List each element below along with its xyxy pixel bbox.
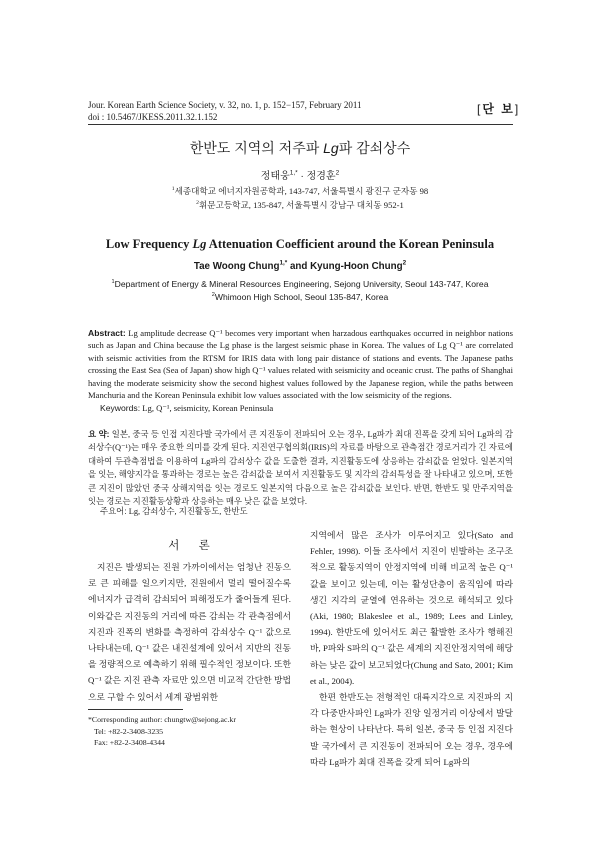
korean-keywords bbox=[100, 505, 248, 517]
korean-authors: 정태웅$^{1,*}$ · 정경훈$^2$ bbox=[260, 169, 340, 182]
journal-doi: doi : 10.5467/JKESS.2011.32.1.152 bbox=[88, 112, 218, 122]
journal-header bbox=[88, 99, 362, 123]
footnote-tel: Tel: +82-2-3408-3235 bbox=[94, 726, 164, 736]
english-affiliation-1: $^1$Department of Energy & Mineral Resources Engineering, Sejong University, Seoul 143-747, Korea bbox=[111, 279, 489, 289]
body-left-paragraph: 지진은 발생되는 진원 가까이에서는 엄청난 진동으로 큰 피해를 일으키지만, 진원에서 멀리 떨어질수록 에너지가 급격히 감쇠되어 피해정도가 줄어들게 된다. 이와같은 지진동의 거리에 따른 감쇠는 각 관측점에서 지진과 진폭의 변화를 측정하여 감쇠상수 Q⁻¹ 값으로 나타내는데, Q⁻¹ 값은 내진설계에 있어서 지반의 진동을 정량적으로 예측하기 위해 필수적인 정보이다. 또한 Q⁻¹ 값은 지진 관측 자료만 있으면 비교적 간단한 방법으로 구할 수 있어서 세계 광범위한 bbox=[88, 562, 291, 702]
body-right-paragraph-2: 한편 한반도는 전형적인 대륙지각으로 지진파의 지각 다중반사파인 Lg파가 진앙 일정거리 이상에서 발달하는 현상이 나타난다. 특히 일본, 중국 등 인접 지진다발 국가에서 큰 지진동이 전파되어 오는 경우, 경우에 따라 Lg파가 최대 진폭을 갖게 되어 Lg파의 bbox=[310, 692, 513, 767]
footnote bbox=[88, 714, 236, 749]
english-affiliation-2: $^2$Whimoon High School, Seoul 135-847, Korea bbox=[211, 292, 389, 302]
journal-citation: Jour. Korean Earth Science Society, v. 32, no. 1, p. 152−157, February 2011 bbox=[88, 100, 362, 110]
body-right-paragraph-1: 지역에서 많은 조사가 이루어지고 있다(Sato and Fehler, 1998). 이들 조사에서 지진이 빈발하는 조구조적으로 활동지역이 안정지역에 비해 비교적 높은 Q⁻¹ 값을 보이고 있는데, 이는 활성단층이 움직임에 따라 생긴 지각의 균열에 연유하는 것으로 해석되고 있다(Aki, 1980; Blakeslee et al., 1989; Lees and Linley, 1994). 한반도에 있어서도 최근 활발한 조사가 행해진 바, P파와 S파의 Q⁻¹ 값은 세계의 지진안정지역에 해당하는 낮은 값이 보고되었다(Chung and Sato, 2001; Kim et al., 2004). bbox=[310, 530, 513, 686]
keywords-label: Keywords: bbox=[100, 403, 141, 413]
header-rule bbox=[88, 124, 513, 125]
footnote-rule bbox=[88, 709, 183, 710]
korean-affiliation-1: $^1$세종대학교 에너지자원공학과, 143-747, 서울특별시 광진구 군자동 98 bbox=[171, 186, 429, 196]
english-authors: Tae Woong Chung$^{1,*}$ and Kyung-Hoon Chung$^2$ bbox=[193, 259, 407, 272]
section-title: 서 론 bbox=[168, 540, 218, 552]
footnote-fax: Fax: +82-2-3408-4344 bbox=[94, 738, 165, 747]
section-tag: [단 보] bbox=[477, 102, 521, 116]
korean-affiliation-2: $^2$휘문고등학교, 135-847, 서울특별시 강남구 대치동 952-1 bbox=[196, 200, 404, 210]
abstract-label: Abstract: bbox=[88, 328, 126, 338]
korean-abstract-text: 일본, 중국 등 인접 지진다발 국가에서 큰 지진동이 전파되어 오는 경우, Lg파가 최대 진폭을 갖게 되어 Lg파의 감쇠상수(Q⁻¹)는 매우 중요한 의미를 갖게 된다. 지진연구협의회(IRIS)의 자료를 바탕으로 관측점간 경로거리가 긴 자료에 대하여 두관측점법을 이용하여 Lg파의 감쇠상수 값을 도출한 결과, 지진활동도에 상응하는 감쇠값을 얻었다. 일본지역을 잇는, 해양지각을 통과하는 경로는 높은 감쇠값을 보여서 지진활동도 및 지각의 감쇠특성을 잘 나타내고 있으며, 또한 큰 지진이 많았던 중국 상해지역을 잇는 경로도 일본지역 다음으로 높은 감쇠값을 보인다. 반면, 한반도 및 만주지역을 잇는 경로는 지진활동상황과 상응하는 매우 낮은 값을 보였다. bbox=[88, 430, 514, 507]
abstract-text: Lg amplitude decrease Q⁻¹ becomes very important when harzadous earthquakes occurred in neighbor nations such as Japan and China because the Lg phase is the largest seismic phase in Korea. The values of Lg Q⁻¹ are correlated with seismic activities from the RTSM for IRIS data with long pair distance of stations and events. The Japanese paths crossing the East Sea (Sea of Japan) show high Q⁻¹ values related with seismicity and oceanic crust. The paths of Shanghai having the moderate seismicity show the second highest values followed by the Japanese region, while the paths between Manchuria and the Korean Peninsula exhibit low values associated with the low seismicity of the regions. bbox=[88, 328, 513, 401]
korean-abstract-label: 요 약: bbox=[88, 429, 110, 439]
korean-title: 한반도 지역의 저주파 Lg파 감쇠상수 bbox=[189, 140, 411, 156]
english-title: Low Frequency Lg Attenuation Coefficient around the Korean Peninsula bbox=[105, 237, 495, 251]
keywords bbox=[100, 403, 273, 414]
abstract bbox=[88, 327, 513, 401]
section-tag-text: 단 보 bbox=[482, 102, 515, 116]
footnote-email: *Corresponding author: chungtw@sejong.ac.kr bbox=[88, 715, 236, 724]
korean-abstract bbox=[88, 428, 513, 508]
korean-keywords-label: 주요어: bbox=[100, 506, 127, 516]
korean-keywords-text: Lg, 감쇠상수, 지진활동도, 한반도 bbox=[128, 507, 248, 516]
keywords-text: Lg, Q⁻¹, seismicity, Korean Peninsula bbox=[142, 403, 274, 413]
